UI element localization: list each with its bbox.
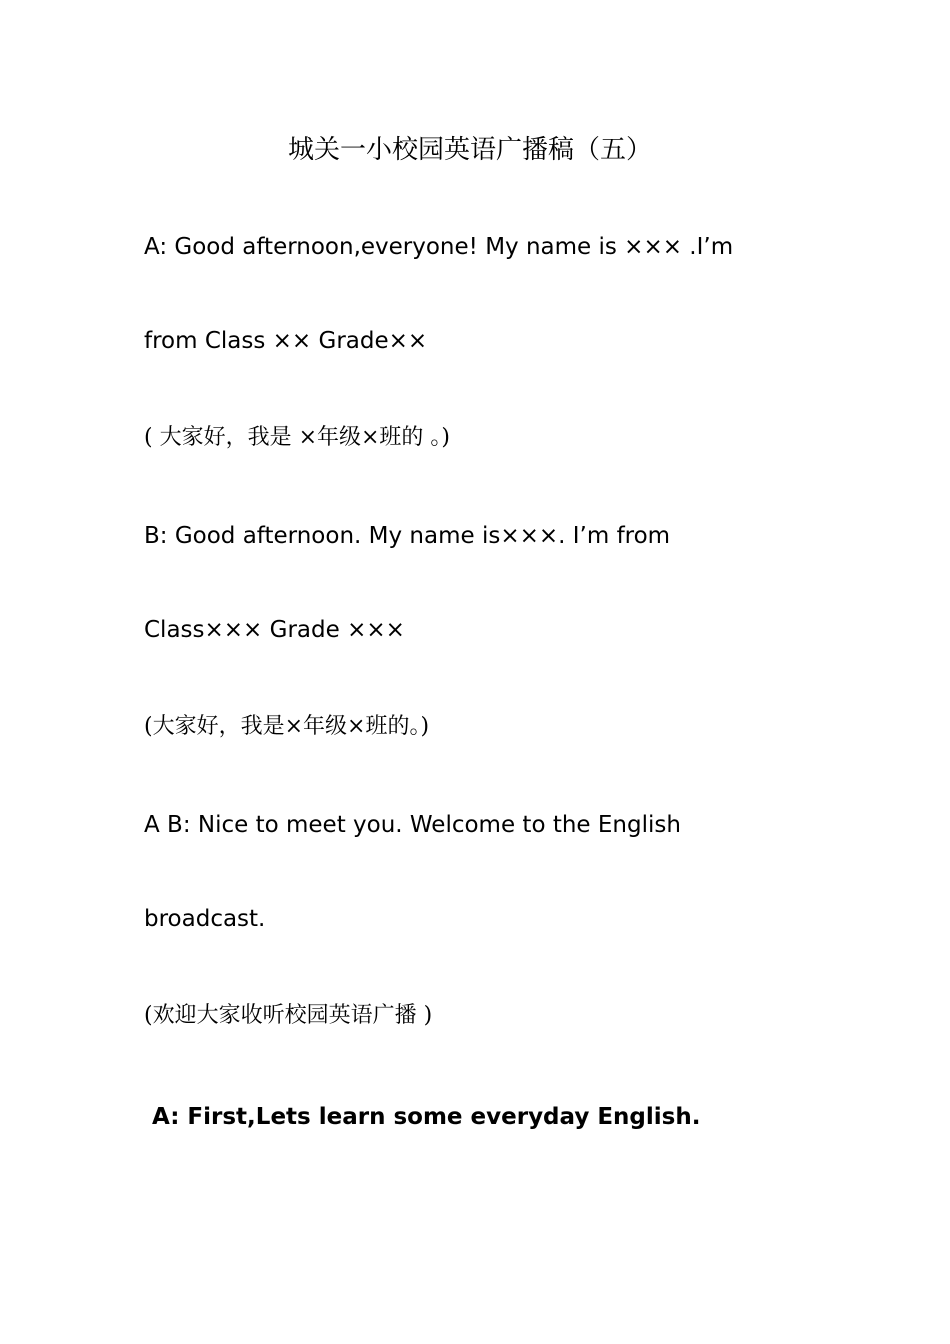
line-ab-broadcast: broadcast. — [144, 906, 266, 932]
document-title: 城关一小校园英语广播稿（五） — [287, 135, 652, 165]
line-ab-translation: (欢迎大家收听校园英语广播 ) — [144, 1003, 433, 1028]
line-a-everyday-english: A: First,Lets learn some everyday English. — [152, 1104, 701, 1130]
line-ab-welcome: A B: Nice to meet you. Welcome to the English — [144, 812, 681, 838]
line-a-greeting: A: Good afternoon,everyone! My name is ××× .I’m — [144, 234, 734, 260]
line-b-class: Class××× Grade ××× — [144, 617, 405, 643]
line-b-translation: (大家好，我是×年级×班的。) — [144, 714, 430, 739]
line-b-greeting: B: Good afternoon. My name is×××. I’m from — [144, 523, 671, 549]
line-a-translation: ( 大家好，我是 ×年级×班的 。) — [144, 425, 451, 450]
line-a-class: from Class ×× Grade×× — [144, 328, 428, 354]
